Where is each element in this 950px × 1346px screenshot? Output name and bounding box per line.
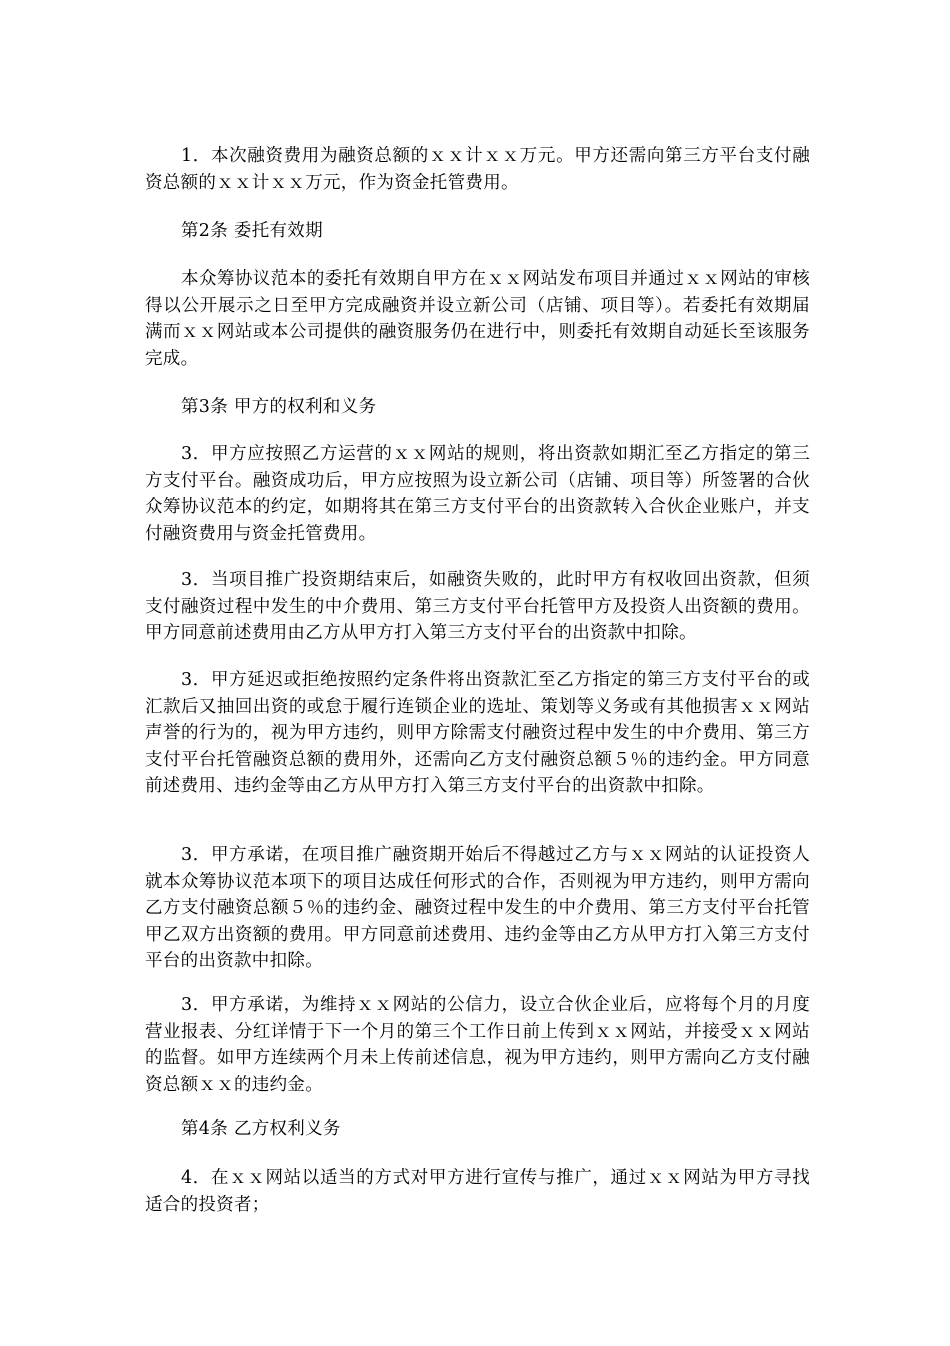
paragraph-party-a-obligation-4: 3．甲方承诺，在项目推广融资期开始后不得越过乙方与ｘｘ网站的认证投资人就本众筹协议范本项下的项目达成任何形式的合作，否则视为甲方违约，则甲方需向乙方支付融资总额５％的违约金、融资过程中发生的中介费用、第三方支付平台托管甲乙双方出资额的费用。甲方同意前述费用、违约金等由乙方从甲方打入第三方支付平台的出资款中扣除。 xyxy=(145,845,810,971)
paragraph-entrustment-period: 本众筹协议范本的委托有效期自甲方在ｘｘ网站发布项目并通过ｘｘ网站的审核得以公开展示之日至甲方完成融资并设立新公司（店铺、项目等）。若委托有效期届满而ｘｘ网站或本公司提供的融资服务仍在进行中，则委托有效期自动延长至该服务完成。 xyxy=(145,269,810,369)
paragraph-party-a-obligation-2: 3．当项目推广投资期结束后，如融资失败的，此时甲方有权收回出资款，但须支付融资过程中发生的中介费用、第三方支付平台托管甲方及投资人出资额的费用。甲方同意前述费用由乙方从甲方打入第三方支付平台的出资款中扣除。 xyxy=(145,570,810,643)
paragraph-party-a-obligation-1: 3．甲方应按照乙方运营的ｘｘ网站的规则，将出资款如期汇至乙方指定的第三方支付平台。融资成功后，甲方应按照为设立新公司（店铺、项目等）所签署的合伙众筹协议范本的约定，如期将其在第三方支付平台的出资款转入合伙企业账户，并支付融资费用与资金托管费用。 xyxy=(145,444,810,544)
paragraph-party-a-obligation-5: 3．甲方承诺，为维持ｘｘ网站的公信力，设立合伙企业后，应将每个月的月度营业报表、分红详情于下一个月的第三个工作日前上传到ｘｘ网站，并接受ｘｘ网站的监督。如甲方连续两个月未上传前述信息，视为甲方违约，则甲方需向乙方支付融资总额ｘｘ的违约金。 xyxy=(145,995,810,1095)
paragraph-party-a-obligation-3: 3．甲方延迟或拒绝按照约定条件将出资款汇至乙方指定的第三方支付平台的或汇款后又抽回出资的或怠于履行连锁企业的选址、策划等义务或有其他损害ｘｘ网站声誉的行为的，视为甲方违约，则甲方除需支付融资过程中发生的中介费用、第三方支付平台托管融资总额的费用外，还需向乙方支付融资总额５％的违约金。甲方同意前述费用、违约金等由乙方从甲方打入第三方支付平台的出资款中扣除。 xyxy=(145,670,810,796)
paragraph-financing-fee: 1．本次融资费用为融资总额的ｘｘ计ｘｘ万元。甲方还需向第三方平台支付融资总额的ｘｘ计ｘｘ万元，作为资金托管费用。 xyxy=(145,146,810,193)
paragraph-party-b-obligation-1: 4．在ｘｘ网站以适当的方式对甲方进行宣传与推广，通过ｘｘ网站为甲方寻找适合的投资者； xyxy=(145,1168,810,1215)
heading-article-3: 第3条 甲方的权利和义务 xyxy=(181,397,377,417)
heading-article-2: 第2条 委托有效期 xyxy=(181,221,323,241)
heading-article-4: 第4条 乙方权利义务 xyxy=(181,1119,341,1139)
